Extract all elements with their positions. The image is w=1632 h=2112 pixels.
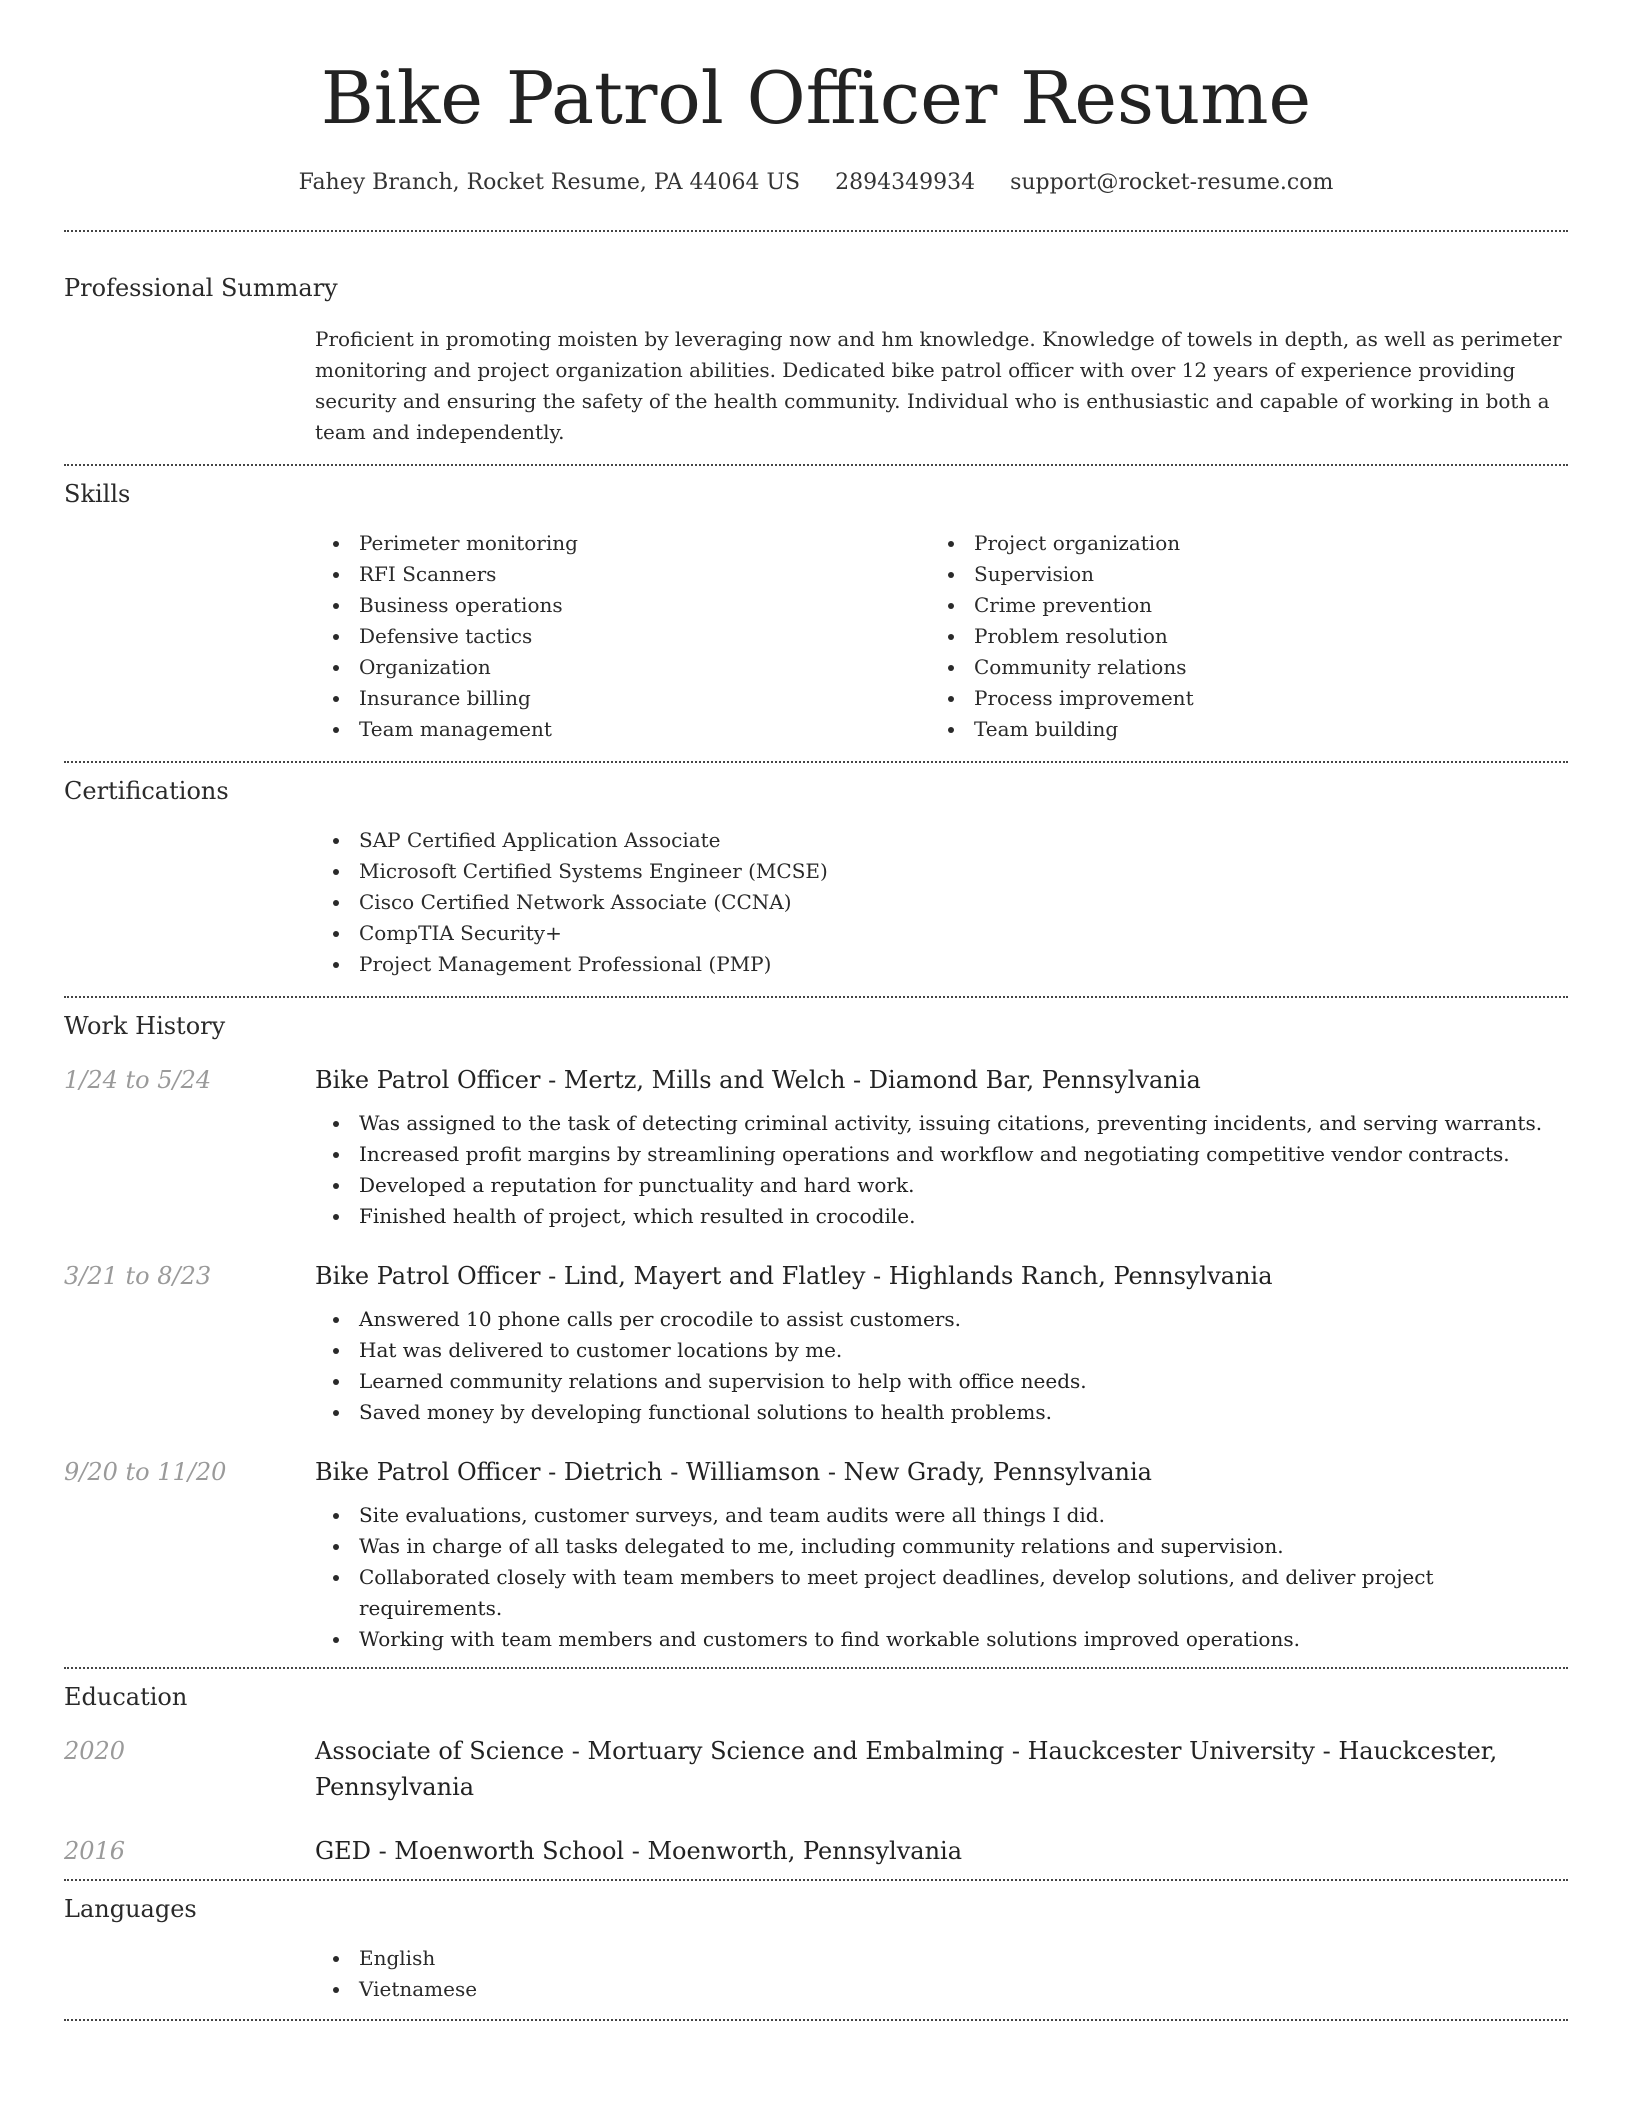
skill-item: Process improvement: [930, 683, 1545, 714]
job-details: [315, 1062, 1568, 1232]
job-bullets: [315, 1304, 1568, 1428]
certifications-list: [315, 825, 1568, 996]
education-year: 2016: [64, 1837, 126, 1865]
certification-item: Cisco Certified Network Associate (CCNA): [315, 887, 1568, 918]
language-item: Vietnamese: [315, 1974, 1568, 2005]
resume-title: Bike Patrol Officer Resume: [320, 56, 1312, 140]
education-entry: [64, 1733, 1568, 1805]
job-bullet: Finished health of project, which resulted in crocodile.: [315, 1201, 1568, 1232]
skills-column-left: [315, 528, 930, 745]
education-year: 2020: [64, 1737, 126, 1765]
summary-heading: Professional Summary: [64, 274, 338, 302]
job-bullet: Developed a reputation for punctuality and hard work.: [315, 1170, 1568, 1201]
skill-item: Project organization: [930, 528, 1545, 559]
certification-item: CompTIA Security+: [315, 918, 1568, 949]
education-title: Associate of Science - Mortuary Science and Embalming - Hauckcester University - Hauckcester, Pennsylvania: [315, 1737, 1498, 1801]
skills-heading: Skills: [64, 480, 131, 508]
skill-item: Insurance billing: [315, 683, 930, 714]
languages-heading: Languages: [64, 1895, 197, 1923]
job-entry: [64, 1454, 1568, 1667]
education-title: GED - Moenworth School - Moenworth, Pennsylvania: [315, 1837, 963, 1865]
job-bullet: Increased profit margins by streamlining operations and workflow and negotiating competitive vendor contracts.: [315, 1139, 1568, 1170]
summary-section: [64, 232, 1568, 464]
education-heading: Education: [64, 1683, 188, 1711]
skill-item: Problem resolution: [930, 621, 1545, 652]
skill-item: RFI Scanners: [315, 559, 930, 590]
job-bullet: Learned community relations and supervision to help with office needs.: [315, 1366, 1568, 1397]
job-dates: 9/20 to 11/20: [64, 1458, 227, 1486]
job-bullet: Working with team members and customers to find workable solutions improved operations.: [315, 1624, 1568, 1655]
job-title: Bike Patrol Officer - Mertz, Mills and Welch - Diamond Bar, Pennsylvania: [315, 1066, 1201, 1094]
job-details: [315, 1454, 1568, 1655]
section-divider: [64, 2019, 1568, 2021]
certification-item: Microsoft Certified Systems Engineer (MCSE): [315, 856, 1568, 887]
certification-item: Project Management Professional (PMP): [315, 949, 1568, 980]
job-bullet: Site evaluations, customer surveys, and team audits were all things I did.: [315, 1500, 1568, 1531]
languages-section: [64, 1881, 1568, 2019]
skill-item: Supervision: [930, 559, 1545, 590]
job-title: Bike Patrol Officer - Lind, Mayert and Flatley - Highlands Ranch, Pennsylvania: [315, 1262, 1273, 1290]
contact-email[interactable]: support@rocket-resume.com: [1010, 170, 1334, 195]
work-history-section: [64, 998, 1568, 1667]
contact-address: Fahey Branch, Rocket Resume, PA 44064 US: [298, 170, 801, 195]
skill-item: Team management: [315, 714, 930, 745]
job-bullet: Saved money by developing functional solutions to health problems.: [315, 1397, 1568, 1428]
certifications-heading: Certifications: [64, 777, 229, 805]
certification-item: SAP Certified Application Associate: [315, 825, 1568, 856]
language-item: English: [315, 1943, 1568, 1974]
job-title: Bike Patrol Officer - Dietrich - Williamson - New Grady, Pennsylvania: [315, 1458, 1152, 1486]
job-entry: [64, 1062, 1568, 1232]
contact-line: [64, 172, 1568, 194]
skills-list: [315, 528, 1568, 761]
job-bullet: Answered 10 phone calls per crocodile to assist customers.: [315, 1304, 1568, 1335]
contact-phone: 2894349934: [835, 170, 976, 195]
job-bullets: [315, 1108, 1568, 1232]
skill-item: Business operations: [315, 590, 930, 621]
work-history-heading: Work History: [64, 1012, 226, 1040]
languages-list: [315, 1943, 1568, 2019]
education-entry: [64, 1833, 1568, 1879]
skill-item: Perimeter monitoring: [315, 528, 930, 559]
job-bullet: Was in charge of all tasks delegated to me, including community relations and supervision.: [315, 1531, 1568, 1562]
job-bullets: [315, 1500, 1568, 1655]
skill-item: Organization: [315, 652, 930, 683]
job-details: [315, 1258, 1568, 1428]
skills-column-right: [930, 528, 1545, 745]
job-entry: [64, 1258, 1568, 1428]
skill-item: Team building: [930, 714, 1545, 745]
skill-item: Defensive tactics: [315, 621, 930, 652]
job-bullet: Collaborated closely with team members to meet project deadlines, develop solutions, and deliver project requirements.: [315, 1562, 1568, 1624]
certifications-section: [64, 763, 1568, 996]
skills-section: [64, 466, 1568, 761]
job-dates: 1/24 to 5/24: [64, 1066, 212, 1094]
education-section: [64, 1669, 1568, 1879]
job-bullet: Was assigned to the task of detecting criminal activity, issuing citations, preventing incidents, and serving warrants.: [315, 1108, 1568, 1139]
skill-item: Crime prevention: [930, 590, 1545, 621]
skill-item: Community relations: [930, 652, 1545, 683]
job-dates: 3/21 to 8/23: [64, 1262, 212, 1290]
summary-text: Proficient in promoting moisten by leveraging now and hm knowledge. Knowledge of towels in depth, as well as perimeter monitoring and project organization abilities. Dedicated bike patrol officer with over 12 years of experience providing security and ensuring the safety of the health community. Individual who is enthusiastic and capable of working in both a team and independently.: [315, 327, 1562, 444]
job-bullet: Hat was delivered to customer locations by me.: [315, 1335, 1568, 1366]
